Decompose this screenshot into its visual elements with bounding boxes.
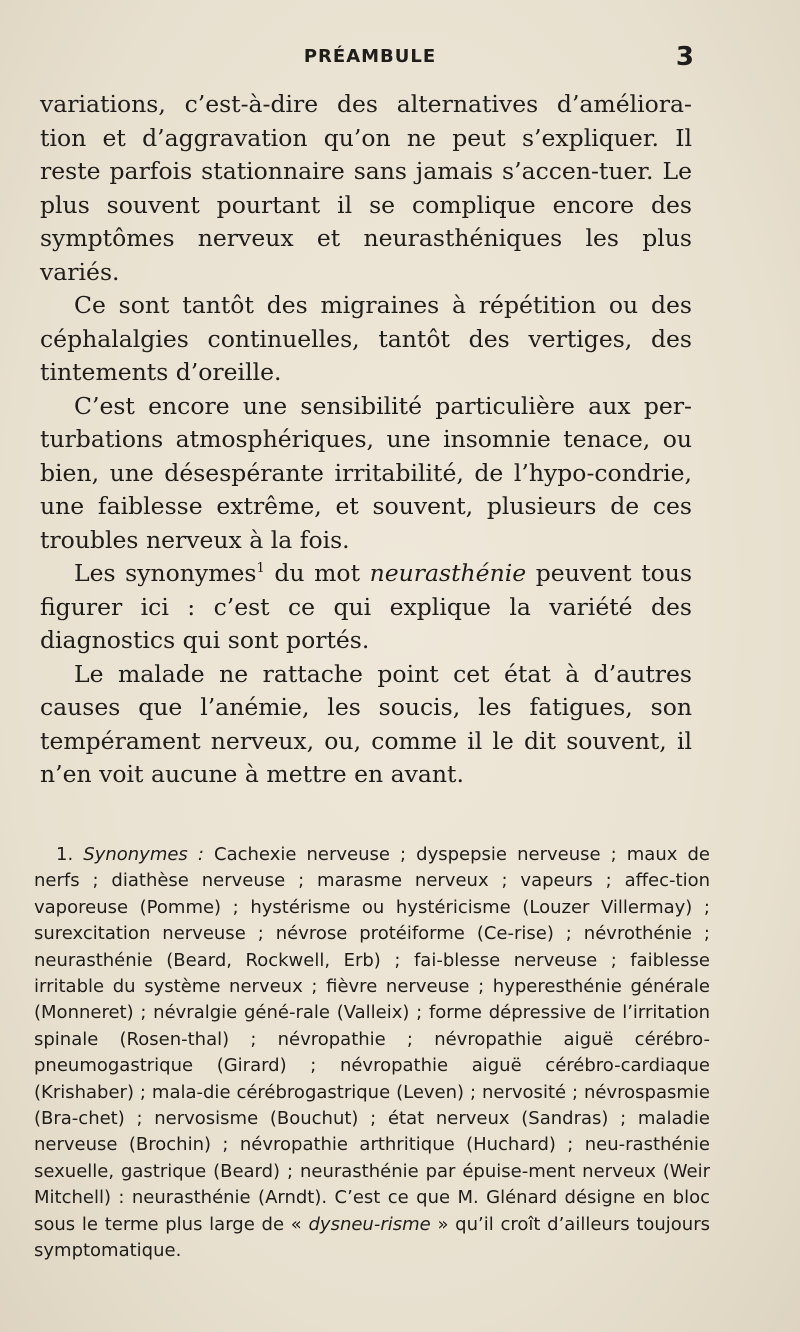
footnote-section (34, 842, 710, 1265)
footnote-reference: 1 (256, 561, 265, 577)
paragraph-4-start: Les synonymes (74, 559, 257, 587)
footnote-number: 1. (56, 844, 74, 865)
paragraph-4-mid: du mot (264, 559, 370, 587)
page-header (0, 42, 800, 76)
paragraph-4 (40, 557, 692, 658)
running-title: PRÉAMBULE (303, 46, 437, 67)
main-text (40, 88, 692, 792)
italic-term-neurasthenie: neurasthénie (369, 559, 527, 587)
paragraph-2: Ce sont tantôt des migraines à répétition ou des céphalalgies continuelles, tantôt des vertiges, des tintements d’oreille. (40, 291, 692, 386)
italic-term-dysneurisme: dysneu-risme (308, 1213, 431, 1235)
footnote-1 (34, 842, 710, 1265)
paragraph-1: variations, c’est-à-dire des alternatives d’améliora-tion et d’aggravation qu’on ne peut s’expliquer. Il reste parfois stationnaire sans jamais s’accen-tuer. Le plus souvent pourtant il se complique encore des symptômes nerveux et neurasthéniques les plus variés. (40, 90, 692, 286)
footnote-text-end: » qu’il croît d’ailleurs toujours symptomatique. (34, 1213, 710, 1262)
paragraph-4-end: peuvent tous figurer ici : c’est ce qui explique la variété des diagnostics qui sont portés. (40, 559, 693, 654)
footnote-text: Cachexie nerveuse ; dyspepsie nerveuse ; maux de nerfs ; diathèse nerveuse ; marasme nerveux ; vapeurs ; affec-tion vaporeuse (Pomme) ; hystérisme ou hystéricisme (Louzer Villermay) ; surexcitation nerveuse ; névrose protéiforme (Ce-rise) ; névrothénie ; neurasthénie (Beard, Rockwell, Erb) ; fai-blesse nerveuse ; faiblesse irritable du système nerveux ; fièvre nerveuse ; hyperesthénie générale (Monneret) ; névralgie géné-rale (Valleix) ; forme dépressive de l’irritation spinale (Rosen-thal) ; névropathie ; névropathie aiguë cérébro-pneumogastrique (Girard) ; névropathie aiguë cérébro-cardiaque (Krishaber) ; mala-die cérébrogastrique (Leven) ; nervosité ; névrospasmie (Bra-chet) ; nervosisme (Bouchut) ; état nerveux (Sandras) ; maladie nerveuse (Brochin) ; névropathie arthritique (Huchard) ; neu-rasthénie sexuelle, gastrique (Beard) ; neurasthénie par épuise-ment nerveux (Weir Mitchell) : neurasthénie (Arndt). C’est ce que M. Glénard désigne en bloc sous le terme plus large de « (34, 844, 710, 1235)
paragraph-5: Le malade ne rattache point cet état à d’autres causes que l’anémie, les soucis, les fatigues, son tempérament nerveux, ou, comme il le dit souvent, il n’en voit aucune à mettre en avant. (40, 659, 692, 788)
footnote-label: Synonymes : (83, 844, 204, 865)
page-number: 3 (675, 42, 694, 72)
paragraph-3: C’est encore une sensibilité particulière aux per-turbations atmosphériques, une insomnie tenace, ou bien, une désespérante irritabilité, de l’hypo-condrie, une faiblesse extrême, et souvent, plusieurs de ces troubles nerveux à la fois. (40, 391, 692, 554)
